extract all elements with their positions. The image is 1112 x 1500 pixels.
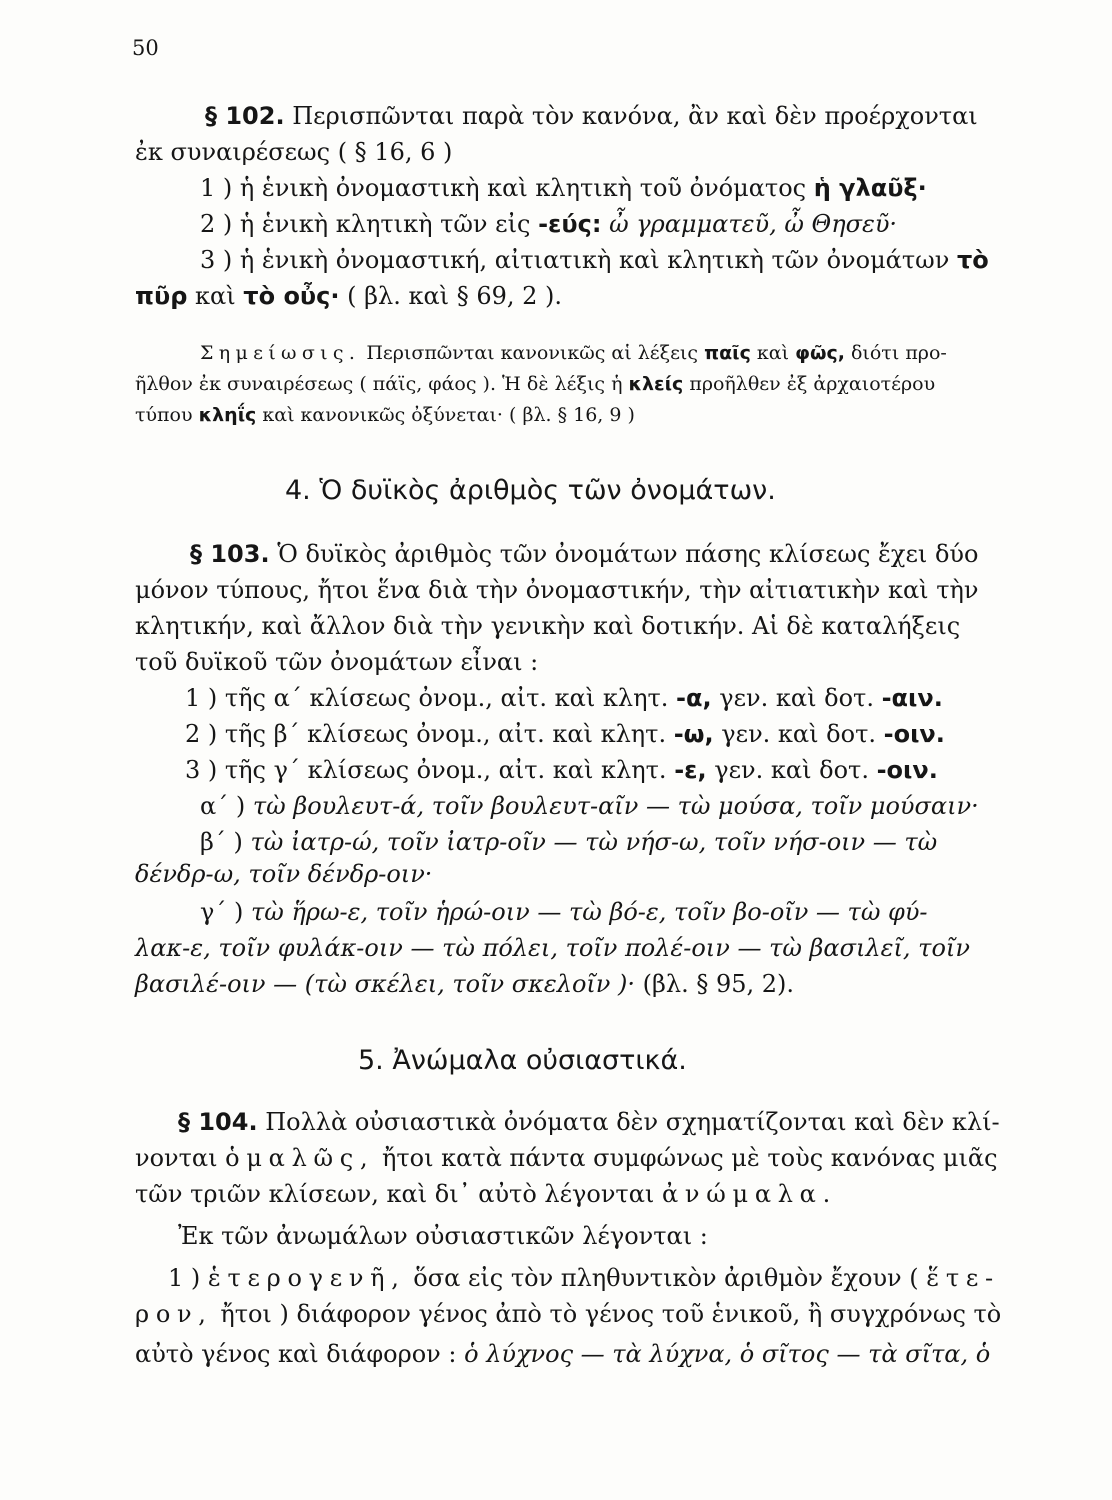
p102-item-1: 1 ) ἡ ἑνικὴ ὀνομαστικὴ καὶ κλητικὴ τοῦ ὀνόματος ἡ γλαῦξ· bbox=[200, 174, 927, 202]
section-103-label: § 103. bbox=[190, 540, 270, 568]
p104-line-7: αὐτὸ γένος καὶ διάφορον : ὁ λύχνος — τὰ λύχνα, ὁ σῖτος — τὰ σῖτα, ὁ bbox=[135, 1340, 991, 1368]
note-label: Σημείωσις. bbox=[200, 342, 361, 364]
p103-example-c: γ΄ ) τὼ ἥρω-ε, τοῖν ἡρώ-οιν — τὼ βό-ε, τοῖν βο-οῖν — τὼ φύ- bbox=[200, 898, 928, 926]
page-number: 50 bbox=[132, 36, 159, 60]
p103-example-c-cont-2: βασιλέ-οιν — (τὼ σκέλει, τοῖν σκελοῖν )· (βλ. § 95, 2). bbox=[135, 970, 795, 998]
p102-line-1: § 102. Περισπῶνται παρὰ τὸν κανόνα, ἂν καὶ δὲν προέρχονται bbox=[205, 102, 978, 130]
p102-item-3: 3 ) ἡ ἑνικὴ ὀνομαστική, αἰτιατικὴ καὶ κλητικὴ τῶν ὀνομάτων τὸ bbox=[200, 246, 989, 274]
p104-line-6: ρον, ἤτοι ) διάφορον γένος ἀπὸ τὸ γένος τοῦ ἑνικοῦ, ἢ συγχρόνως τὸ bbox=[135, 1300, 1002, 1328]
section-104-label: § 104. bbox=[178, 1108, 258, 1136]
section-102-label: § 102. bbox=[205, 102, 285, 130]
p103-line-4: τοῦ δυϊκοῦ τῶν ὀνομάτων εἶναι : bbox=[135, 648, 539, 676]
p103-ending-row-2: 2 ) τῆς β΄ κλίσεως ὀνομ., αἰτ. καὶ κλητ. -ω, γεν. καὶ δοτ. -οιν. bbox=[185, 720, 945, 748]
note-line-3: τύπου κληΐς καὶ κανονικῶς ὀξύνεται· ( βλ. § 16, 9 ) bbox=[135, 404, 635, 426]
p102-item-3-cont: πῦρ καὶ τὸ οὖς· ( βλ. καὶ § 69, 2 ). bbox=[135, 282, 563, 310]
p104-line-4: Ἐκ τῶν ἀνωμάλων οὐσιαστικῶν λέγονται : bbox=[178, 1222, 708, 1250]
p104-line-1: § 104. Πολλὰ οὐσιαστικὰ ὀνόματα δὲν σχηματίζονται καὶ δὲν κλί- bbox=[178, 1108, 1000, 1136]
p103-example-b-cont: δένδρ-ω, τοῖν δένδρ-οιν· bbox=[135, 860, 433, 888]
p103-line-3: κλητικήν, καὶ ἄλλον διὰ τὴν γενικὴν καὶ δοτικήν. Αἱ δὲ καταλήξεις bbox=[135, 612, 961, 640]
note-line-1: Σημείωσις. Περισπῶνται κανονικῶς αἱ λέξεις παῖς καὶ φῶς, διότι προ- bbox=[200, 342, 947, 364]
p103-line-2: μόνον τύπους, ἤτοι ἕνα διὰ τὴν ὀνομαστικήν, τὴν αἰτιατικὴν καὶ τὴν bbox=[135, 576, 979, 604]
p102-line-2: ἐκ συναιρέσεως ( § 16, 6 ) bbox=[135, 138, 453, 166]
p104-line-2: νονται ὁμαλῶς, ἤτοι κατὰ πάντα συμφώνως μὲ τοὺς κανόνας μιᾶς bbox=[135, 1144, 998, 1172]
heading-4: 4. Ὁ δυϊκὸς ἀριθμὸς τῶν ὀνομάτων. bbox=[285, 475, 776, 506]
p103-example-c-cont-1: λακ-ε, τοῖν φυλάκ-οιν — τὼ πόλει, τοῖν πολέ-οιν — τὼ βασιλεῖ, τοῖν bbox=[135, 934, 970, 962]
p103-example-a: α΄ ) τὼ βουλευτ-ά, τοῖν βουλευτ-αῖν — τὼ μούσα, τοῖν μούσαιν· bbox=[200, 792, 979, 820]
p104-line-5: 1 ) ἑτερογενῆ, ὅσα εἰς τὸν πληθυντικὸν ἀριθμὸν ἔχουν ( ἕτε- bbox=[168, 1264, 1000, 1292]
p102-item-2: 2 ) ἡ ἑνικὴ κλητικὴ τῶν εἰς -εύς: ὦ γραμματεῦ, ὦ Θησεῦ· bbox=[200, 210, 898, 238]
p104-line-3: τῶν τριῶν κλίσεων, καὶ δι᾽ αὐτὸ λέγονται ἀνώμαλα. bbox=[135, 1180, 837, 1208]
note-line-2: ῆλθον ἐκ συναιρέσεως ( πάϊς, φάος ). Ἡ δὲ λέξις ἡ κλείς προῆλθεν ἐξ ἀρχαιοτέρου bbox=[135, 373, 936, 395]
p103-ending-row-3: 3 ) τῆς γ΄ κλίσεως ὀνομ., αἰτ. καὶ κλητ. -ε, γεν. καὶ δοτ. -οιν. bbox=[185, 756, 938, 784]
p103-example-b: β΄ ) τὼ ἰατρ-ώ, τοῖν ἰατρ-οῖν — τὼ νήσ-ω, τοῖν νήσ-οιν — τὼ bbox=[200, 828, 938, 856]
p103-line-1: § 103. Ὁ δυϊκὸς ἀριθμὸς τῶν ὀνομάτων πάσης κλίσεως ἔχει δύο bbox=[190, 540, 979, 568]
p103-ending-row-1: 1 ) τῆς α΄ κλίσεως ὀνομ., αἰτ. καὶ κλητ. -α, γεν. καὶ δοτ. -αιν. bbox=[185, 684, 943, 712]
heading-5: 5. Ἀνώμαλα οὐσιαστικά. bbox=[358, 1045, 687, 1076]
